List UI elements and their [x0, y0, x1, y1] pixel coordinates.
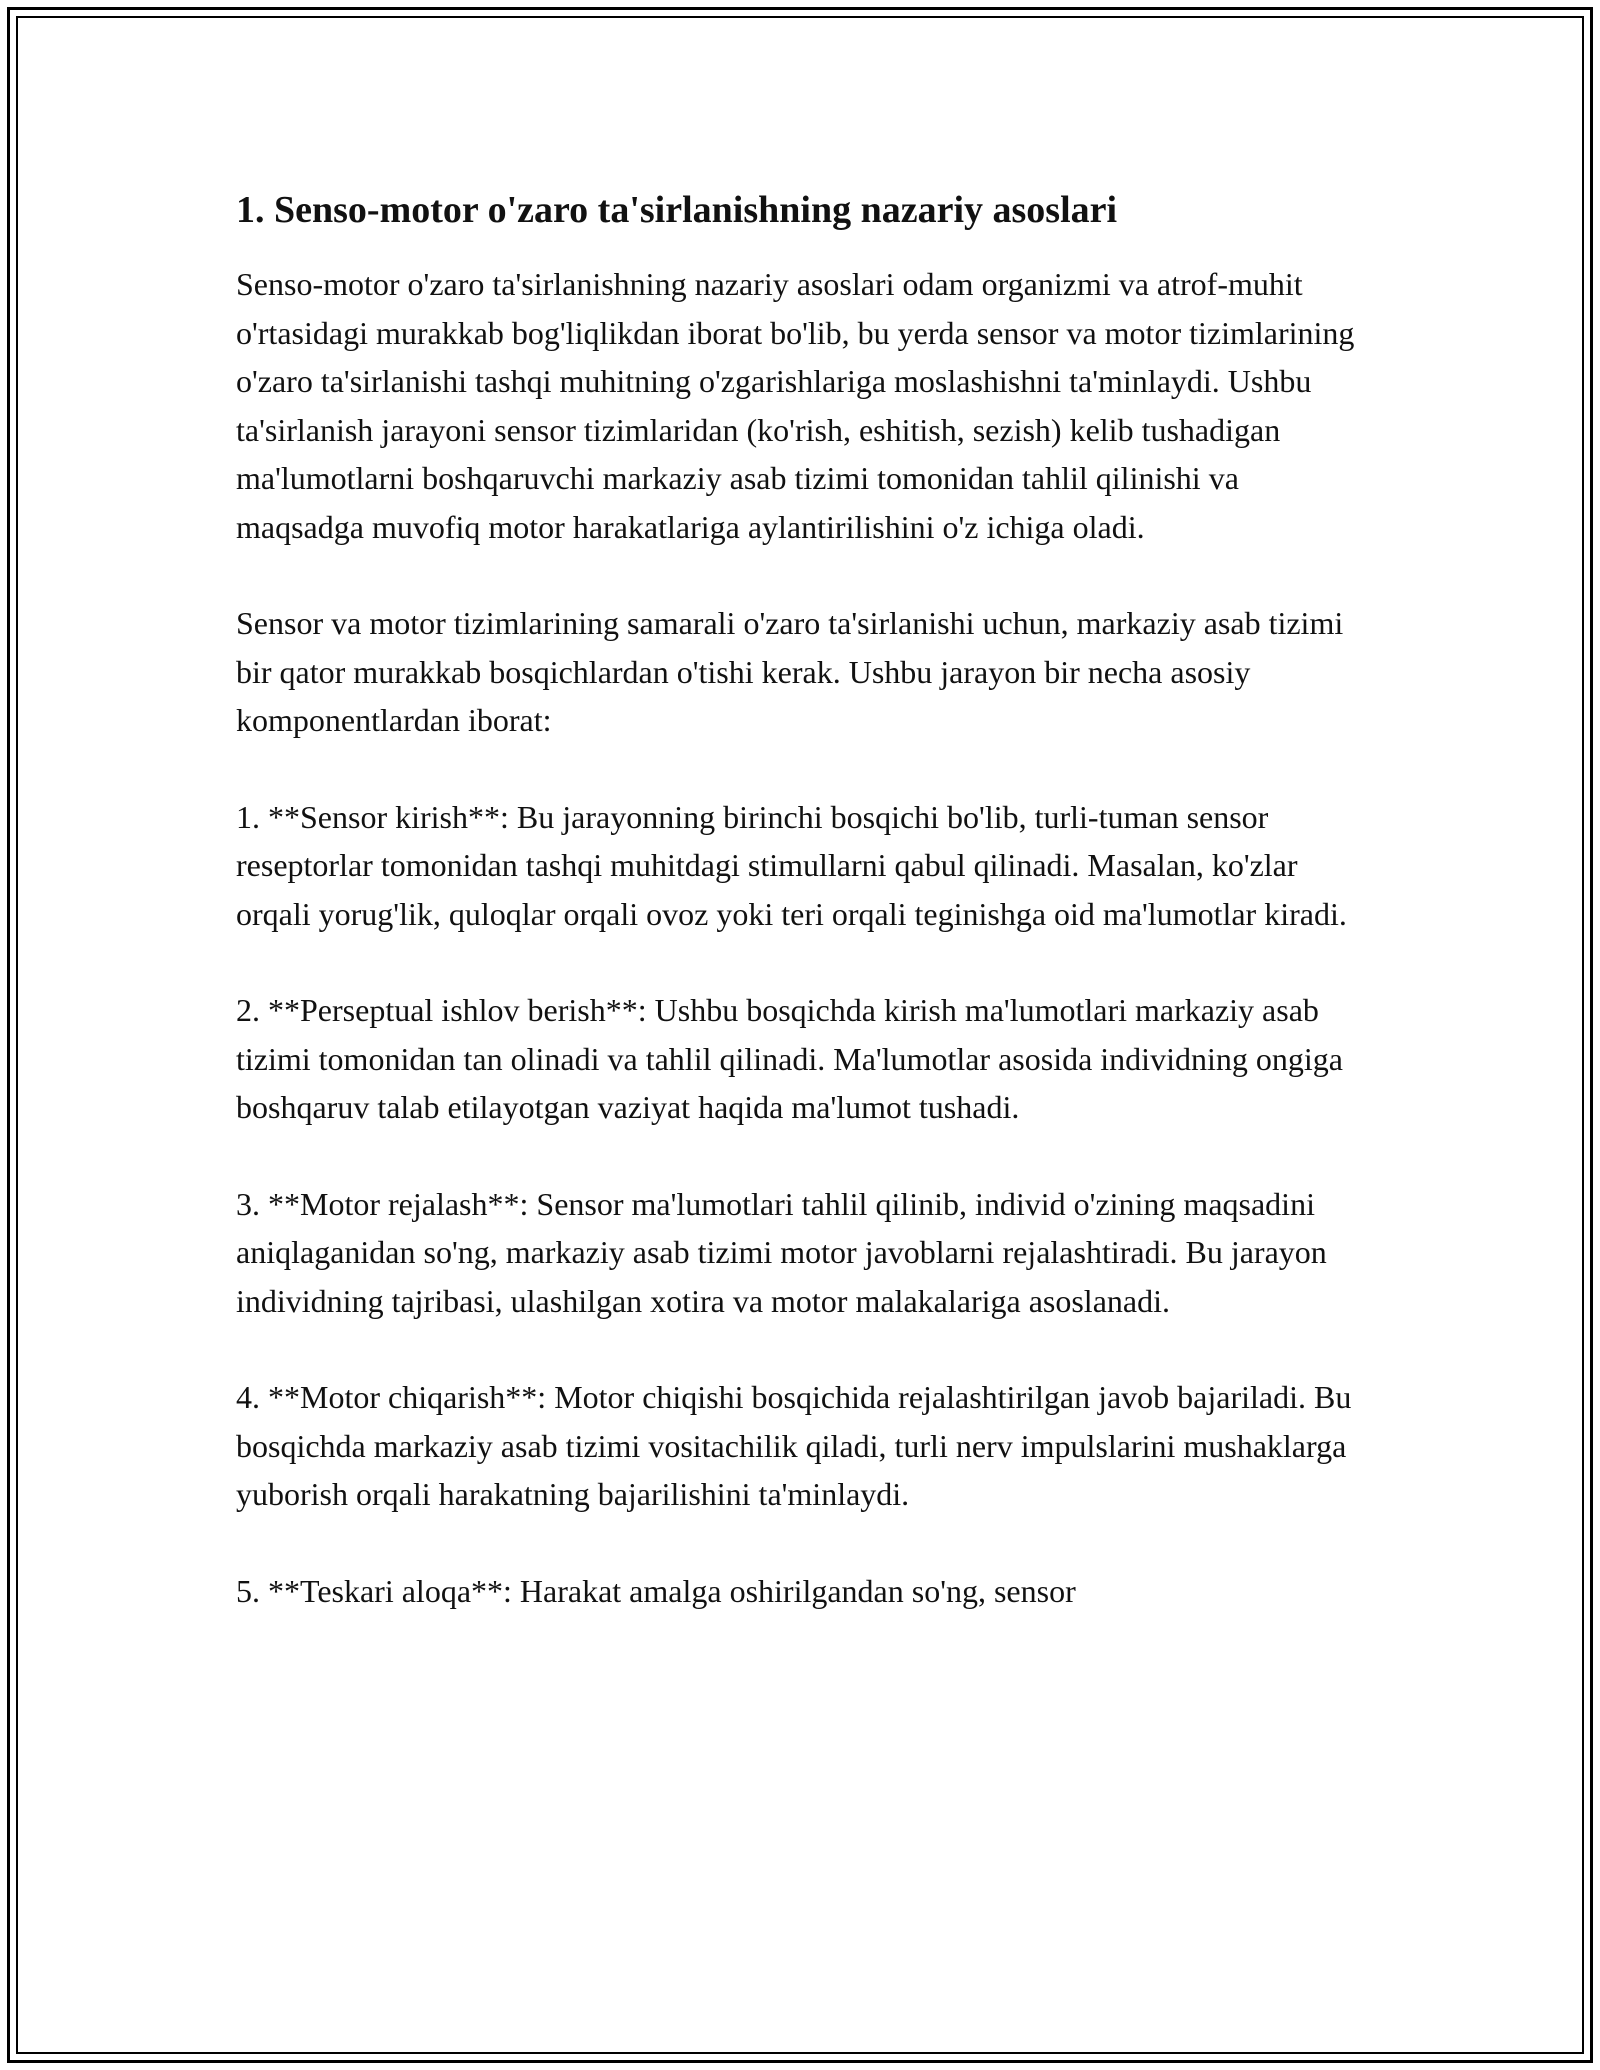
section-heading: 1. Senso-motor o'zaro ta'sirlanishning nazariy asoslari: [236, 189, 1118, 231]
list-item-motor-planning: 3. **Motor rejalash**: Sensor ma'lumotlari tahlil qilinib, individ o'zining maqsadini aniqlaganidan so'ng, markaziy asab tizimi motor javoblarni rejalashtiradi. Bu jarayon individning tajribasi, ulashilgan xotira va motor malakalariga asoslanadi.: [236, 1185, 1327, 1319]
list-item-sensor-input: 1. **Sensor kirish**: Bu jarayonning birinchi bosqichi bo'lib, turli-tuman sensor reseptorlar tomonidan tashqi muhitdagi stimullarni qabul qilinadi. Masalan, ko'zlar orqali yorug'lik, quloqlar orqali ovoz yoki teri orqali teginishga oid ma'lumotlar kiradi.: [236, 798, 1347, 932]
document-body: [236, 180, 1366, 1663]
components-intro-paragraph: Sensor va motor tizimlarining samarali o'zaro ta'sirlanishi uchun, markaziy asab tizimi bir qator murakkab bosqichlardan o'tishi kerak. Ushbu jarayon bir necha asosiy komponentlardan iborat:: [236, 605, 1344, 738]
list-item-feedback: 5. **Teskari aloqa**: Harakat amalga oshirilgandan so'ng, sensor: [236, 1572, 1076, 1609]
list-item-perceptual-processing: 2. **Perseptual ishlov berish**: Ushbu bosqichda kirish ma'lumotlari markaziy asab tizimi tomonidan tan olinadi va tahlil qilinadi. Ma'lumotlar asosida individning ongiga boshqaruv talab etilayotgan vaziyat haqida ma'lumot tushadi.: [236, 992, 1343, 1125]
intro-paragraph: Senso-motor o'zaro ta'sirlanishning nazariy asoslari odam organizmi va atrof-muhit o'rtasidagi murakkab bog'liqlikdan iborat bo'lib, bu yerda sensor va motor tizimlarining o'zaro ta'sirlanishi tashqi muhitning o'zgarishlariga moslashishni ta'minlaydi. Ushbu ta'sirlanish jarayoni sensor tizimlaridan (ko'rish, eshitish, sezish) kelib tushadigan ma'lumotlarni boshqaruvchi markaziy asab tizimi tomonidan tahlil qilinishi va maqsadga muvofiq motor harakatlariga aylantirilishini o'z ichiga oladi.: [236, 266, 1355, 545]
list-item-motor-output: 4. **Motor chiqarish**: Motor chiqishi bosqichida rejalashtirilgan javob bajariladi. Bu bosqichda markaziy asab tizimi vositachilik qiladi, turli nerv impulslarini mushaklarga yuborish orqali harakatning bajarilishini ta'minlaydi.: [236, 1379, 1352, 1512]
